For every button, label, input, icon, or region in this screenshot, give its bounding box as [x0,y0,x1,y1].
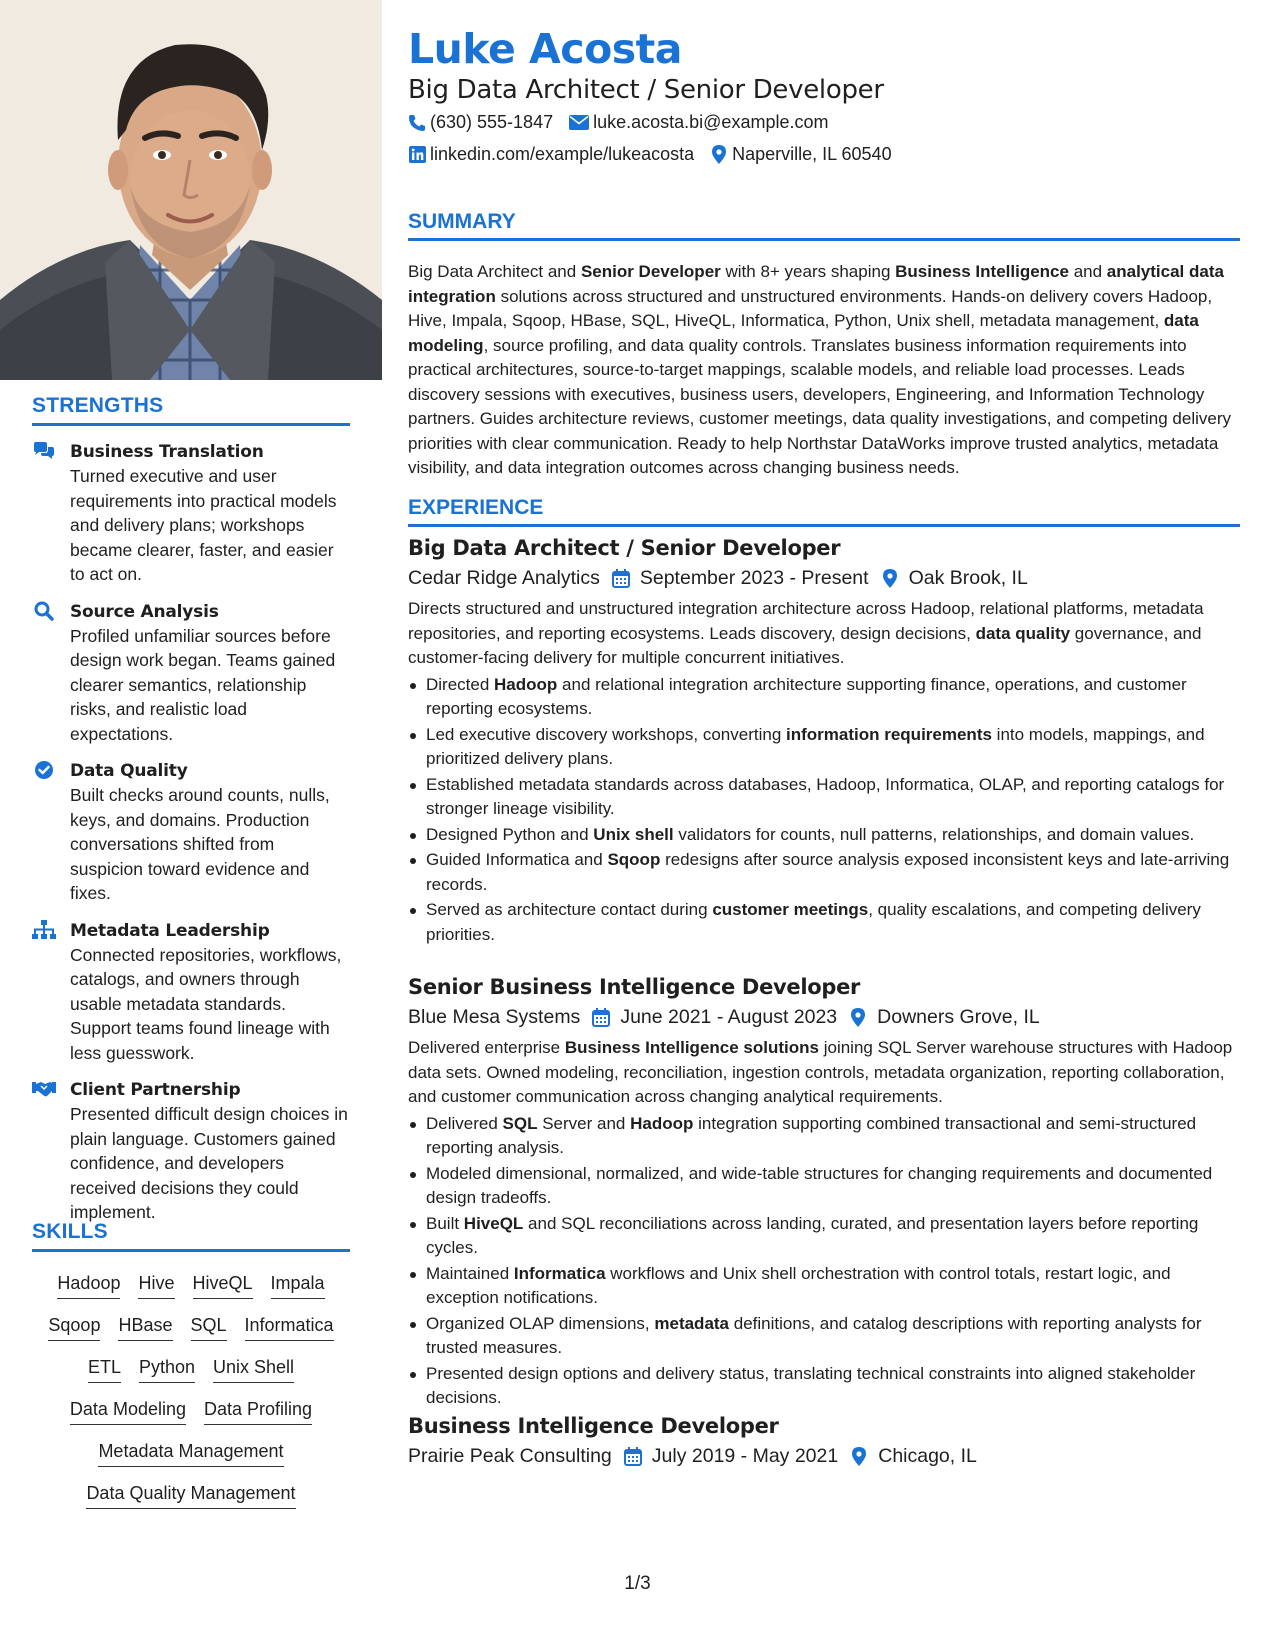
bold-keyword: information requirements [786,724,992,744]
skill-tag: Data Profiling [204,1386,312,1425]
email-contact[interactable] [569,112,828,133]
text-run: Organized OLAP dimensions, [426,1313,655,1333]
job-location: Chicago, IL [878,1445,977,1467]
map-pin-icon [849,1446,869,1466]
strengths-section [32,394,350,1225]
strength-item [32,440,350,587]
skill-tag: Unix Shell [213,1344,294,1383]
job-title: Senior Business Intelligence Developer [408,975,861,999]
job-dates: July 2019 - May 2021 [651,1445,839,1467]
job-dates: September 2023 - Present [639,567,869,589]
bullet-item [408,848,1240,897]
text-run: Maintained [426,1263,514,1283]
experience-heading: EXPERIENCE [408,496,1240,527]
bold-keyword: data modeling [408,311,1199,355]
strength-title: Metadata Leadership [70,920,270,941]
text-run: integration supporting combined transactional and semi-structured reporting analysis. [426,1113,1197,1157]
job-bullets [408,673,1240,948]
job-title: Big Data Architect / Senior Developer [408,536,841,560]
candidate-name: Luke Acosta [408,25,682,73]
strength-title: Business Translation [70,442,264,462]
strength-title: Source Analysis [70,601,219,622]
bold-keyword: analytical data integration [408,262,1224,306]
job-dates: June 2021 - August 2023 [620,1006,838,1028]
text-run: and SQL reconciliations across landing, curated, and presentation layers before reporting cycles. [426,1213,1199,1257]
strength-item [32,1078,350,1225]
skills-section [32,1220,350,1512]
bold-keyword: Business Intelligence solutions [564,1038,819,1057]
text-run: Built [426,1213,464,1233]
skill-tag: Python [139,1344,195,1383]
job-entry [408,973,1240,1412]
location-contact [710,144,891,165]
skill-tag: Data Quality Management [86,1470,295,1509]
bullet-item [408,723,1240,772]
strength-text: Built checks around counts, nulls, keys, and domains. Production conversations shifted from suspicion toward evidence and fixes. [70,785,330,903]
job-meta [408,1004,1240,1030]
text-run: Presented design options and delivery status, translating technical constraints into aligned stakeholder decisions. [426,1363,1196,1407]
bold-keyword: Informatica [513,1263,606,1283]
strength-text: Turned executive and user requirements into practical models and delivery plans; workshops became clearer, faster, and easier to act on. [70,466,337,584]
sidebar [0,0,382,1650]
bold-keyword: Senior Developer [580,262,721,281]
text-run: with 8+ years shaping [720,262,896,281]
job-entry [408,1412,1240,1469]
strength-text: Profiled unfamiliar sources before design work began. Teams gained clearer semantics, relationship risks, and realistic load expectations. [70,625,336,744]
text-run: Delivered enterprise [408,1038,565,1057]
text-run: , quality escalations, and competing delivery priorities. [426,900,1201,944]
text-run: workflows and Unix shell orchestration with control totals, restart logic, and exception notifications. [426,1263,1171,1307]
job-title: Business Intelligence Developer [408,1414,779,1438]
strength-item [32,600,350,747]
job-description [408,597,1240,671]
text-run: Guided Informatica and [426,850,608,869]
job-meta [408,565,1240,591]
strength-text: Presented difficult design choices in plain language. Customers gained confidence, and developers received decisions they could implement. [70,1104,348,1222]
linkedin-icon [408,146,426,164]
skill-tag: Hadoop [57,1260,120,1299]
contact-row [408,144,908,165]
skill-tag: Data Modeling [70,1386,186,1425]
bullet-item [408,1312,1240,1361]
strengths-heading: STRENGTHS [32,394,350,426]
text-run: redesigns after source analysis exposed inconsistent keys and late-arriving records. [426,850,1230,894]
text-run: Led executive discovery workshops, converting [426,724,787,744]
text-run: into models, mappings, and prioritized delivery plans. [426,724,1205,768]
bullet-item [408,1362,1240,1411]
strength-title: Data Quality [70,761,188,781]
job-meta [408,1443,1240,1469]
text-run: Modeled dimensional, normalized, and wide-table structures for changing requirements and documented design tradeoffs. [426,1163,1213,1207]
bold-keyword: SQL [502,1113,538,1133]
map-pin-icon [848,1007,868,1027]
text-run: and relational integration architecture supporting finance, operations, and customer reporting ecosystems. [426,674,1187,718]
handshake-icon [32,1079,56,1099]
job-location: Downers Grove, IL [877,1006,1040,1028]
bullet-item [408,823,1240,848]
bullet-item [408,1112,1240,1161]
phone-icon [408,114,426,132]
skills-list [32,1260,350,1512]
check-badge-icon [32,760,56,780]
bold-keyword: Business Intelligence [895,262,1069,281]
search-icon [32,601,56,621]
skill-tag: Hive [138,1260,174,1299]
skills-heading: SKILLS [32,1220,350,1252]
phone-contact[interactable] [408,112,553,133]
phone-text: (630) 555-1847 [430,112,554,132]
strength-title: Client Partnership [70,1080,241,1100]
map-pin-icon [710,146,728,164]
skill-tag: HBase [118,1302,172,1341]
map-pin-icon [880,568,900,588]
text-run: Established metadata standards across databases, Hadoop, Informatica, OLAP, and reporting catalogs for stronger lineage visibility. [426,774,1225,818]
bullet-item [408,773,1240,822]
summary-heading: SUMMARY [408,210,1240,241]
bullet-item [408,898,1240,947]
bullet-item [408,1262,1240,1311]
profile-photo [0,0,382,380]
bold-keyword: customer meetings [712,900,869,919]
job-bullets [408,1112,1240,1411]
strength-item [32,759,350,906]
text-run: , source profiling, and data quality controls. Translates business information requirements into practical architectures, source-to-target mappings, scalable models, and reliable load processes. Leads discovery sessions with executives, business users, developers, Engineering, and Information Technology partners. Guides architecture reviews, customer meetings, data quality investigations, and competing delivery priorities with clear communication. Ready to help Northstar DataWorks improve trusted analytics, metadata visibility, and data integration outcomes across changing business needs. [408,335,1232,477]
skill-tag: Impala [271,1260,325,1299]
bold-keyword: Hadoop [494,674,558,694]
text-run: Served as architecture contact during [426,900,713,919]
strength-item [32,919,350,1066]
job-company: Prairie Peak Consulting [408,1445,612,1467]
bold-keyword: Unix shell [593,824,674,844]
text-run: Directed [426,674,495,694]
bullet-item [408,1212,1240,1261]
job-company: Blue Mesa Systems [408,1006,581,1028]
skill-tag: Informatica [245,1302,334,1341]
text-run: joining SQL Server warehouse structures with Hadoop data sets. Owned modeling, reconciliation, ingestion controls, metadata organization, reporting collaboration, and customer communication across changing analytical requirements. [408,1038,1233,1106]
linkedin-text: linkedin.com/example/lukeacosta [430,144,695,164]
text-run: Server and [537,1113,631,1133]
calendar-icon [611,568,631,588]
chat-bubbles-icon [32,441,56,461]
bold-keyword: Sqoop [607,850,661,869]
text-run: solutions across structured and unstructured environments. Hands-on delivery covers Hadoop, Hive, Impala, Sqoop, HBase, SQL, HiveQL, Informatica, Python, Unix shell, metadata management, [408,286,1213,330]
summary-text [408,260,1240,481]
text-run: governance, and customer-facing delivery for multiple concurrent initiatives. [408,623,1202,667]
sitemap-icon [32,920,56,940]
email-text: luke.acosta.bi@example.com [593,112,829,132]
job-description [408,1036,1240,1110]
bold-keyword: data quality [975,623,1071,643]
skill-tag: ETL [88,1344,121,1383]
candidate-role: Big Data Architect / Senior Developer [408,75,884,105]
text-run: Big Data Architect and [408,262,581,281]
text-run: Directs structured and unstructured integration architecture across Hadoop, relational platforms, metadata repositories, and reporting ecosystems. Leads discovery, design decisions, [408,599,1204,643]
contact-row [408,112,844,133]
skill-tag: Metadata Management [98,1428,283,1467]
bullet-item [408,673,1240,722]
bullet-item [408,1162,1240,1211]
text-run: Delivered [426,1113,503,1133]
envelope-icon [569,114,589,132]
location-text: Naperville, IL 60540 [732,144,892,164]
skill-tag: Sqoop [48,1302,100,1341]
page-number: 1/3 [624,1573,651,1594]
strength-text: Connected repositories, workflows, catalogs, and owners through usable metadata standards. Support teams found lineage with less guesswork. [70,944,342,1063]
bold-keyword: metadata [654,1313,730,1333]
calendar-icon [623,1446,643,1466]
linkedin-contact[interactable] [408,144,694,165]
job-entry [408,534,1240,948]
skill-tag: HiveQL [193,1260,253,1299]
bold-keyword: HiveQL [463,1213,524,1233]
text-run: and [1068,262,1107,281]
job-company: Cedar Ridge Analytics [408,567,600,589]
text-run: validators for counts, null patterns, relationships, and domain values. [673,824,1195,844]
calendar-icon [591,1007,611,1027]
skill-tag: SQL [191,1302,227,1341]
text-run: definitions, and catalog descriptions with reporting analysts for trusted measures. [426,1313,1202,1357]
job-location: Oak Brook, IL [908,567,1028,589]
text-run: Designed Python and [426,824,594,844]
bold-keyword: Hadoop [630,1113,694,1133]
